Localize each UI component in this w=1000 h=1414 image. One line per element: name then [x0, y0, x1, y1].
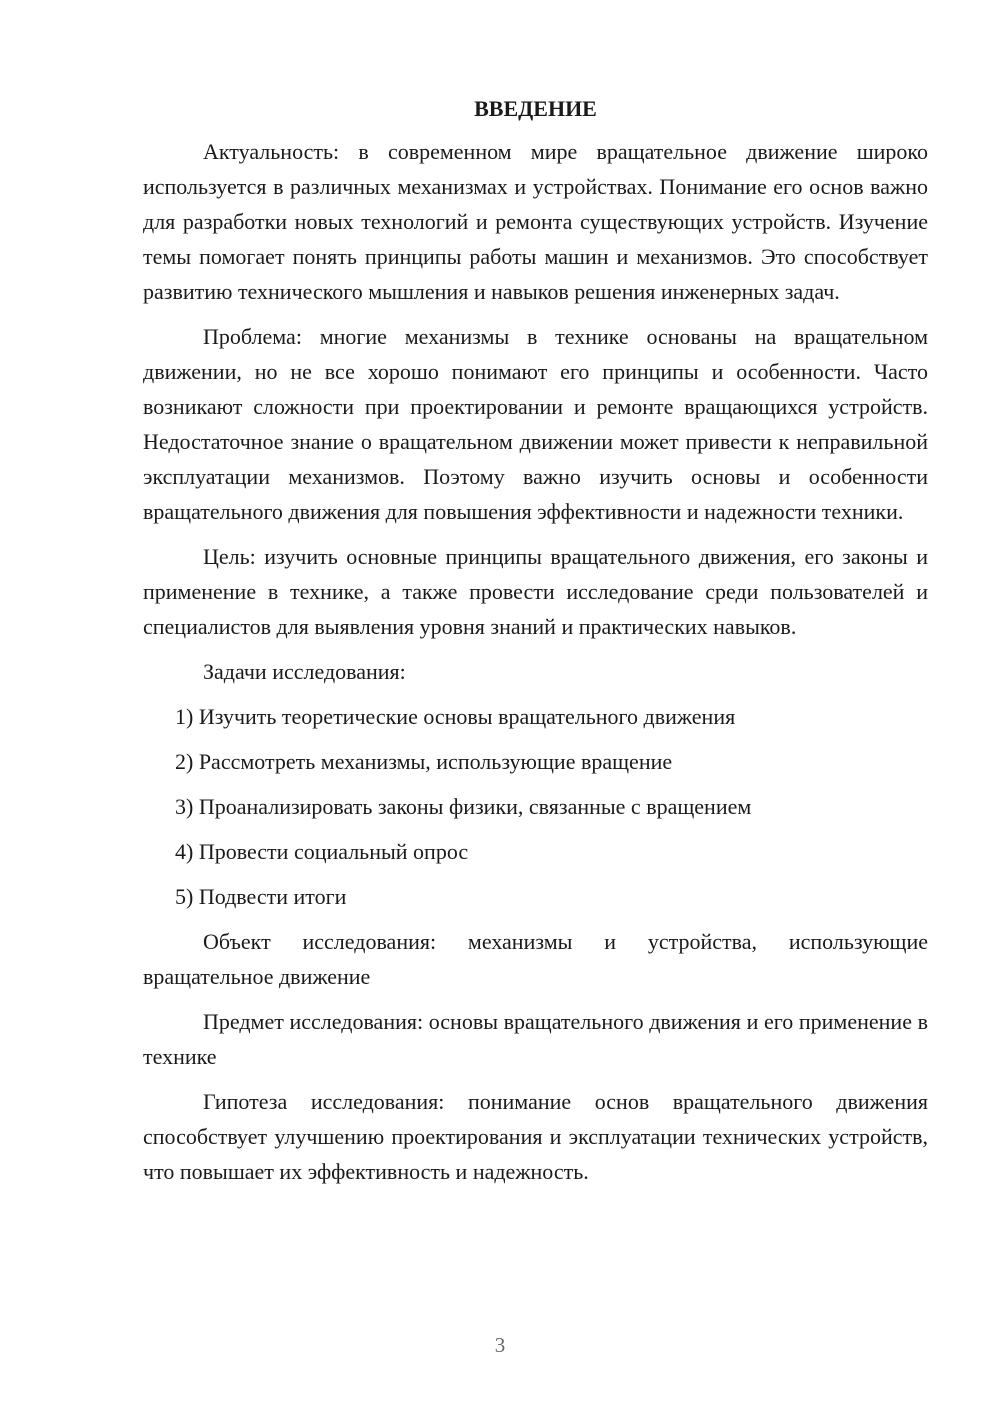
paragraph-hypothesis: Гипотеза исследования: понимание основ вращательного движения способствует улучшению проектирования и эксплуатации технических устройств, что повышает их эффективность и надежность.	[143, 1089, 928, 1184]
paragraph-goal: Цель: изучить основные принципы вращательного движения, его законы и применение в технике, а также провести исследование среди пользователей и специалистов для выявления уровня знаний и практических навыков.	[143, 544, 928, 639]
page-number: 3	[494, 1333, 506, 1357]
list-item: 2) Рассмотреть механизмы, использующие вращение	[175, 749, 673, 774]
list-item: 3) Проанализировать законы физики, связанные с вращением	[175, 794, 752, 819]
list-item: 5) Подвести итоги	[175, 884, 347, 909]
tasks-heading: Задачи исследования:	[203, 659, 406, 684]
paragraph-subject: Предмет исследования: основы вращательного движения и его применение в технике	[143, 1009, 928, 1069]
paragraph-relevance: Актуальность: в современном мире вращательное движение широко используется в различных механизмах и устройствах. Понимание его основ важно для разработки новых технологий и ремонта существующих устройств. Изучение темы помогает понять принципы работы машин и механизмов. Это способствует развитию технического мышления и навыков решения инженерных задач.	[143, 139, 928, 304]
list-item: 4) Провести социальный опрос	[175, 839, 469, 864]
page-title: ВВЕДЕНИЕ	[474, 96, 597, 121]
paragraph-problem: Проблема: многие механизмы в технике основаны на вращательном движении, но не все хорошо понимают его принципы и особенности. Часто возникают сложности при проектировании и ремонте вращающихся устройств. Недостаточное знание о вращательном движении может привести к неправильной эксплуатации механизмов. Поэтому важно изучить основы и особенности вращательного движения для повышения эффективности и надежности техники.	[143, 324, 928, 524]
tasks-list	[143, 699, 928, 914]
list-item: 1) Изучить теоретические основы вращательного движения	[175, 704, 736, 729]
paragraph-object: Объект исследования: механизмы и устройства, использующие вращательное движение	[143, 929, 928, 989]
